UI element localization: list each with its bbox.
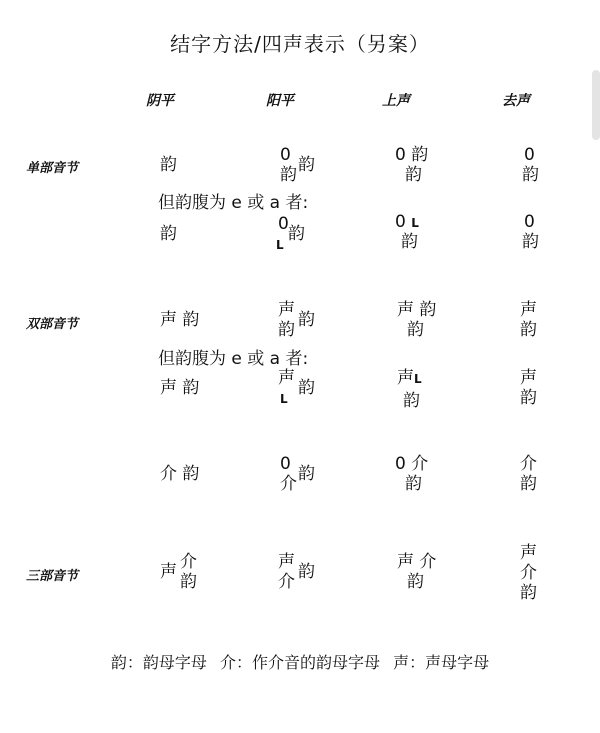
- cell-triple-yangping: [278, 552, 315, 592]
- column-header-yinping: 阴平: [146, 93, 174, 109]
- cell-medial-shangsheng: [395, 454, 428, 494]
- jie-glyph: 介: [180, 552, 197, 572]
- cell-double-qusheng: [520, 300, 537, 340]
- yun-glyph: 韵: [520, 320, 537, 340]
- yun-glyph: 韵: [407, 320, 424, 340]
- yun-glyph: 韵: [298, 464, 315, 484]
- yun-glyph: 韵: [182, 464, 200, 484]
- jie-glyph: 介: [280, 474, 297, 494]
- legend: [0, 650, 600, 673]
- yun-glyph: 韵: [520, 388, 537, 408]
- yun-glyph: 韵: [520, 474, 537, 494]
- row-header-triple: 三部音节: [26, 569, 79, 584]
- zero-mark: 0: [524, 145, 535, 165]
- scrollbar[interactable]: [592, 70, 600, 140]
- yun-glyph: 韵: [160, 155, 177, 175]
- zero-mark: 0: [395, 145, 406, 165]
- sheng-glyph: 声: [160, 310, 177, 330]
- sheng-glyph: 声: [397, 300, 414, 320]
- zero-mark: 0: [395, 212, 406, 232]
- cell-double-shangsheng: [397, 300, 436, 340]
- cell-medial-yinping: [160, 464, 199, 484]
- note-double: 但韵腹为 e 或 a 者:: [158, 349, 309, 369]
- column-header-shangsheng: 上声: [382, 93, 410, 109]
- column-header-qusheng: 去声: [502, 93, 530, 109]
- cell-single-alt-shangsheng: [395, 212, 419, 252]
- cell-triple-qusheng: [520, 543, 537, 603]
- page-title: 结字方法/四声表示（另案）: [170, 32, 430, 56]
- legend-yun: 韵：韵母字母: [110, 653, 207, 672]
- jie-glyph: 介: [419, 552, 437, 572]
- legend-jie: 介：作介音的韵母字母: [219, 653, 380, 672]
- sheng-glyph: 声: [278, 368, 295, 388]
- jie-glyph: 介: [160, 464, 177, 484]
- cell-medial-yangping: [280, 454, 315, 494]
- jie-glyph: 介: [520, 454, 537, 474]
- sheng-glyph: 声: [397, 552, 414, 572]
- tone-mark: L: [414, 372, 422, 386]
- cell-single-yinping: [160, 155, 177, 175]
- zero-mark: 0: [395, 454, 406, 474]
- sheng-glyph: 声: [160, 562, 177, 582]
- cell-single-qusheng: [522, 145, 539, 185]
- yun-glyph: 韵: [298, 155, 315, 175]
- tone-mark: L: [280, 392, 288, 406]
- cell-double-alt-yinping: [160, 378, 199, 398]
- yun-glyph: 韵: [411, 145, 429, 165]
- cell-double-yangping: [278, 300, 315, 340]
- zero-mark: 0: [278, 214, 289, 234]
- yun-glyph: 韵: [288, 224, 305, 244]
- yun-glyph: 韵: [298, 562, 315, 582]
- yun-glyph: 韵: [160, 224, 177, 244]
- tone-mark: L: [276, 238, 284, 252]
- cell-single-alt-yinping: [160, 224, 177, 244]
- jie-glyph: 介: [411, 454, 429, 474]
- jie-glyph: 介: [278, 572, 295, 592]
- cell-triple-shangsheng: [397, 552, 436, 592]
- zero-mark: 0: [280, 454, 291, 474]
- yun-glyph: 韵: [522, 232, 539, 252]
- sheng-glyph: 声: [520, 543, 537, 563]
- legend-sheng: 声：声母字母: [393, 653, 490, 672]
- yun-glyph: 韵: [405, 474, 422, 494]
- yun-glyph: 韵: [180, 572, 197, 592]
- zero-mark: 0: [524, 212, 535, 232]
- cell-double-yinping: [160, 310, 199, 330]
- yun-glyph: 韵: [522, 165, 539, 185]
- yun-glyph: 韵: [520, 583, 537, 603]
- yun-glyph: 韵: [298, 310, 315, 330]
- jie-glyph: 介: [520, 563, 537, 583]
- cell-double-alt-shangsheng: [397, 368, 422, 411]
- row-header-single: 单部音节: [26, 161, 79, 176]
- cell-double-alt-qusheng: [520, 368, 537, 408]
- cell-single-alt-yangping: [276, 214, 305, 254]
- yun-glyph: 韵: [405, 165, 422, 185]
- row-header-double: 双部音节: [26, 317, 79, 332]
- cell-medial-qusheng: [520, 454, 537, 494]
- yun-glyph: 韵: [280, 165, 297, 185]
- yun-glyph: 韵: [182, 378, 200, 398]
- sheng-glyph: 声: [520, 300, 537, 320]
- column-header-yangping: 阳平: [266, 93, 294, 109]
- yun-glyph: 韵: [278, 320, 295, 340]
- cell-single-yangping: [280, 145, 315, 185]
- zero-mark: 0: [280, 145, 291, 165]
- tone-mark: L: [411, 216, 419, 230]
- sheng-glyph: 声: [278, 552, 295, 572]
- cell-double-alt-yangping: [278, 368, 315, 408]
- sheng-glyph: 声: [520, 368, 537, 388]
- yun-glyph: 韵: [403, 391, 420, 411]
- yun-glyph: 韵: [182, 310, 200, 330]
- yun-glyph: 韵: [298, 378, 315, 398]
- yun-glyph: 韵: [401, 232, 418, 252]
- yun-glyph: 韵: [419, 300, 437, 320]
- cell-single-alt-qusheng: [522, 212, 539, 252]
- yun-glyph: 韵: [407, 572, 424, 592]
- cell-single-shangsheng: [395, 145, 428, 185]
- sheng-glyph: 声: [278, 300, 295, 320]
- sheng-glyph: 声: [397, 368, 414, 388]
- sheng-glyph: 声: [160, 378, 177, 398]
- note-single: 但韵腹为 e 或 a 者:: [158, 193, 309, 213]
